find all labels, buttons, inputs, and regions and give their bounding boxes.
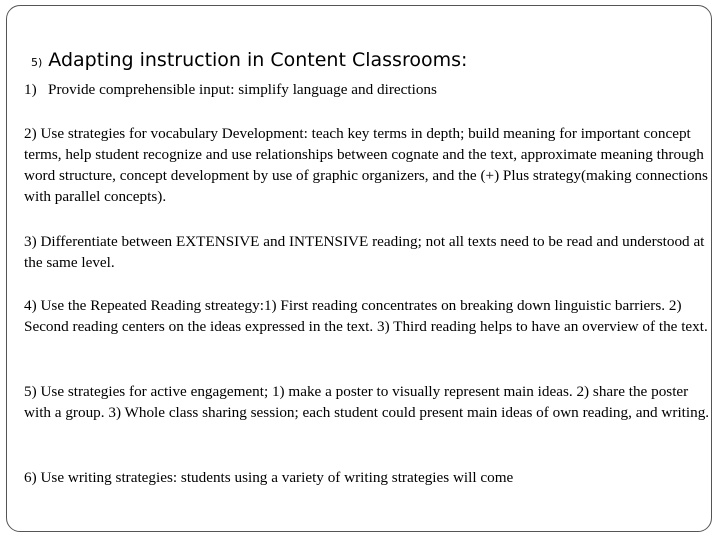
slide-title	[31, 36, 467, 74]
title-number: 5)	[31, 56, 43, 69]
list-item-4: 4) Use the Repeated Reading streategy:1) First reading concentrates on breaking down linguistic barriers. 2) Second reading centers on the ideas expressed in the text. 3) Third reading helps to have an overview of the text.	[24, 297, 708, 335]
list-item-6: 6) Use writing strategies: students using a variety of writing strategies will come	[24, 469, 514, 486]
list-item-2: 2) Use strategies for vocabulary Development: teach key terms in depth; build meaning for important concept terms, help student recognize and use relationships between cognate and the text, approximate meaning through word structure, concept development by use of graphic organizers, and the (+) Plus strategy(making connections with parallel concepts).	[24, 125, 708, 205]
list-item-1: 1) Provide comprehensible input: simplify language and directions	[24, 81, 437, 98]
list-item-5: 5) Use strategies for active engagement; 1) make a poster to visually represent main ideas. 2) share the poster with a group. 3) Whole class sharing session; each student could present main ideas of own reading, and writing.	[24, 383, 710, 421]
title-text: Adapting instruction in Content Classrooms:	[48, 49, 468, 71]
list-item-3: 3) Differentiate between EXTENSIVE and INTENSIVE reading; not all texts need to be read and understood at the same level.	[24, 233, 705, 271]
